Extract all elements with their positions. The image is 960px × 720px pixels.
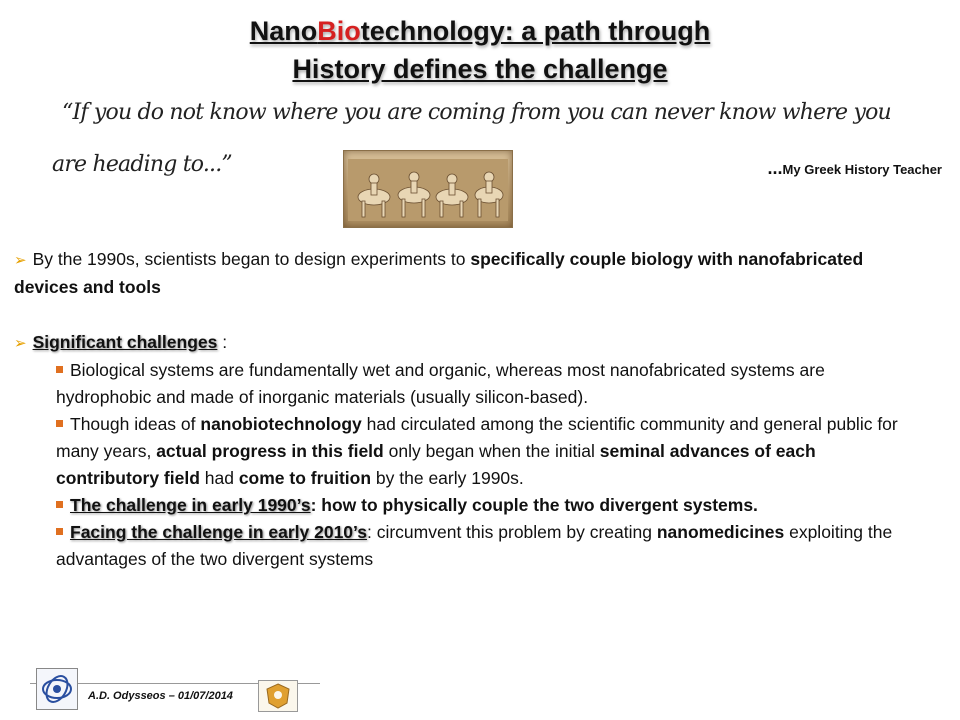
sub-bullet-1990s-challenge bbox=[56, 492, 914, 519]
sub4-d: exploiting the advantages of the two divergent systems bbox=[56, 522, 893, 569]
attribution-text: My Greek History Teacher bbox=[782, 162, 942, 177]
title-nano: Nano bbox=[249, 16, 318, 46]
sub2-a: Though ideas of bbox=[70, 414, 201, 434]
quote-attribution bbox=[768, 158, 942, 179]
sub2-c: had circulated among the scientific community and general public for many years, bbox=[56, 414, 898, 461]
sub3-text: : how to physically couple the two divergent systems. bbox=[310, 495, 758, 515]
slide-body bbox=[14, 246, 914, 573]
quote-line2: are heading to...” bbox=[52, 152, 232, 177]
footer-author: A.D. Odysseos – 01/07/2014 bbox=[88, 690, 233, 702]
quote-line1: “If you do not know where you are coming from you can never know where you bbox=[62, 100, 891, 125]
sub2-f: seminal advances of each contributory field bbox=[56, 441, 816, 488]
bullet1-text: By the 1990s, scientists began to design experiments to bbox=[32, 249, 471, 269]
slide-title-line2: History defines the challenge bbox=[292, 54, 668, 84]
sub2-g: had bbox=[199, 468, 239, 488]
arrow-bullet-icon: ➢ bbox=[14, 335, 27, 352]
sub3-heading: The challenge in early 1990’s bbox=[70, 495, 311, 515]
bullet1-bold: specifically couple biology with nanofabricated devices and tools bbox=[14, 249, 864, 297]
title-bio: Bio bbox=[317, 16, 361, 46]
cyprus-emblem-icon bbox=[258, 680, 298, 712]
sub1-text: Biological systems are fundamentally wet and organic, whereas most nanofabricated systems are hydrophobic and made of inorganic materials (usually silicon-based). bbox=[56, 360, 825, 407]
challenges-colon: : bbox=[217, 332, 228, 352]
bullet-challenges bbox=[14, 329, 914, 357]
square-bullet-icon bbox=[56, 528, 63, 535]
sub2-d: actual progress in this field bbox=[156, 441, 384, 461]
sub2-h: come to fruition bbox=[238, 468, 372, 488]
sub-bullet-ideas bbox=[56, 411, 914, 492]
sub-bullet-biological bbox=[56, 357, 914, 411]
greek-relief-image bbox=[343, 150, 513, 228]
sub2-b: nanobiotechnology bbox=[200, 414, 362, 434]
slide-title-line1 bbox=[0, 14, 960, 48]
horsemen-frieze-icon bbox=[344, 151, 512, 227]
attribution-dots: ... bbox=[767, 158, 783, 178]
sub-bullet-2010s-challenge bbox=[56, 519, 914, 573]
institute-logo-icon bbox=[36, 668, 78, 710]
square-bullet-icon bbox=[56, 420, 63, 427]
challenges-heading: Significant challenges bbox=[32, 332, 218, 352]
sub2-i: by the early 1990s. bbox=[371, 468, 524, 488]
bullet-1990s bbox=[14, 246, 914, 301]
arrow-bullet-icon: ➢ bbox=[14, 252, 27, 269]
title-rest: technology: a path through bbox=[360, 16, 711, 46]
sub4-heading: Facing the challenge in early 2010’s bbox=[70, 522, 367, 542]
sub4-c: nanomedicines bbox=[656, 522, 785, 542]
sub4-b: : circumvent this problem by creating bbox=[366, 522, 657, 542]
sub2-e: only began when the initial bbox=[383, 441, 600, 461]
square-bullet-icon bbox=[56, 366, 63, 373]
square-bullet-icon bbox=[56, 501, 63, 508]
